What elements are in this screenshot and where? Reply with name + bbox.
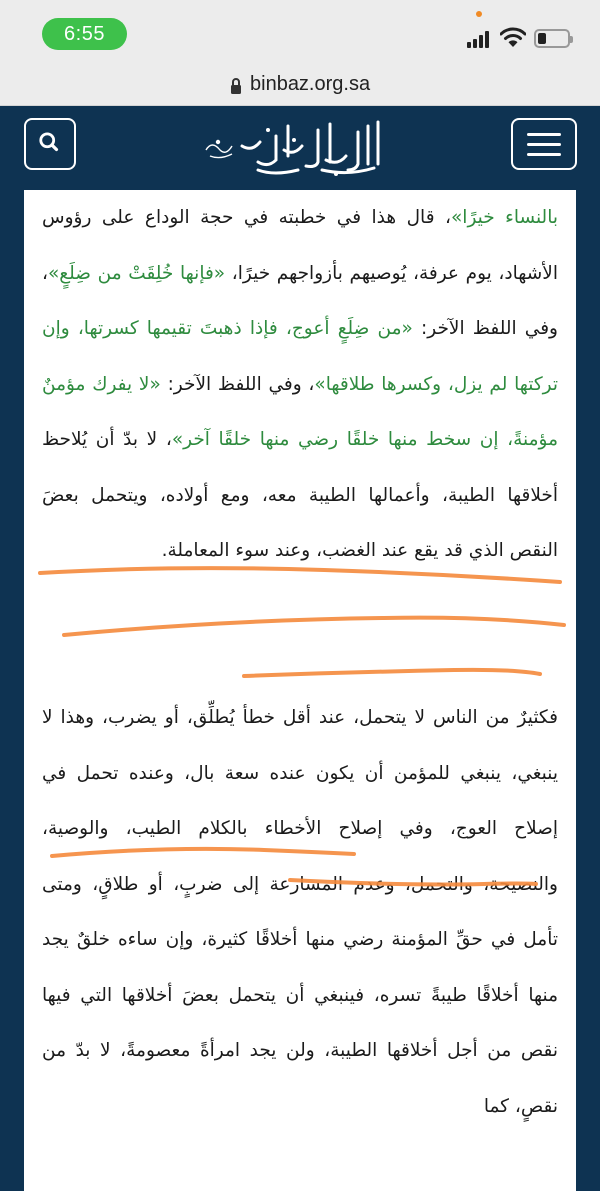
url-text[interactable]: binbaz.org.sa	[250, 73, 371, 95]
lock-icon	[230, 77, 242, 95]
article-text: ، وفي اللفظ الآخر:	[42, 262, 558, 339]
hadith-quote: «فإنها خُلِقَتْ من ضِلَعٍ»	[47, 262, 226, 284]
article-text: ، لا بدّ أن يُلاحظ أخلاقها الطيبة، وأعمالها الطيبة معه، ومع أولاده، ويتحمل بعضَ النقص الذي قد يقع عند الغضب، وعند سوء المعاملة.	[42, 429, 558, 561]
site-header	[0, 106, 600, 190]
battery-icon	[534, 29, 570, 48]
menu-button[interactable]	[511, 118, 577, 170]
hadith-quote: بالنساء خيرًا»	[450, 207, 558, 228]
wifi-icon	[500, 27, 526, 48]
site-logo[interactable]	[198, 116, 393, 178]
article-paragraph	[42, 190, 558, 579]
article-paragraph: فكثيرٌ من الناس لا يتحمل، عند أقل خطأ يُطلِّق، أو يضرب، وهذا لا ينبغي، ينبغي للمؤمن أن يكون عنده سعة بال، وعنده تحمل في إصلاح العوج، وفي إصلاح الأخطاء بالكلام الطيب، والوصية، والنصيحة، والتحمل، وعدم المسارعة إلى ضربٍ، أو طلاقٍ، ومتى تأمل في حقِّ المؤمنة رضي منها أخلاقًا كثيرة، وإن ساءه خلقٌ يجد منها أخلاقًا طيبةً تسره، فينبغي أن يتحمل بعضَ أخلاقها التي فيها نقص من أجل أخلاقها الطيبة، ولن يجد امرأةً معصومةً، لا بدّ من نقصٍ، كما	[42, 707, 558, 1117]
signal-icon	[467, 30, 493, 48]
search-button[interactable]	[24, 118, 76, 170]
status-bar	[0, 0, 600, 68]
search-icon	[26, 120, 74, 168]
hadith-quote: «لا يفرك مؤمنٌ مؤمنةً، إن سخط منها خلقًا رضي منها خلقًا آخر»	[42, 373, 558, 450]
address-bar[interactable]	[0, 68, 600, 106]
time-indicator[interactable]: 6:55	[42, 18, 127, 50]
article-text: ، وفي اللفظ الآخر:	[160, 373, 315, 395]
article-body	[24, 190, 576, 1191]
hadith-quote: «من ضِلَعٍ أعوج، فإذا ذهبتَ تقيمها كسرتها، وإن تركتها لم يزل، وكسرها طلاقها»	[42, 318, 558, 395]
article-text: ، قال هذا في خطبته في حجة الوداع على رؤوس الأشهاد، يوم عرفة، يُوصيهم بأزواجهم خيرًا،	[42, 207, 558, 284]
location-dot	[476, 11, 482, 17]
